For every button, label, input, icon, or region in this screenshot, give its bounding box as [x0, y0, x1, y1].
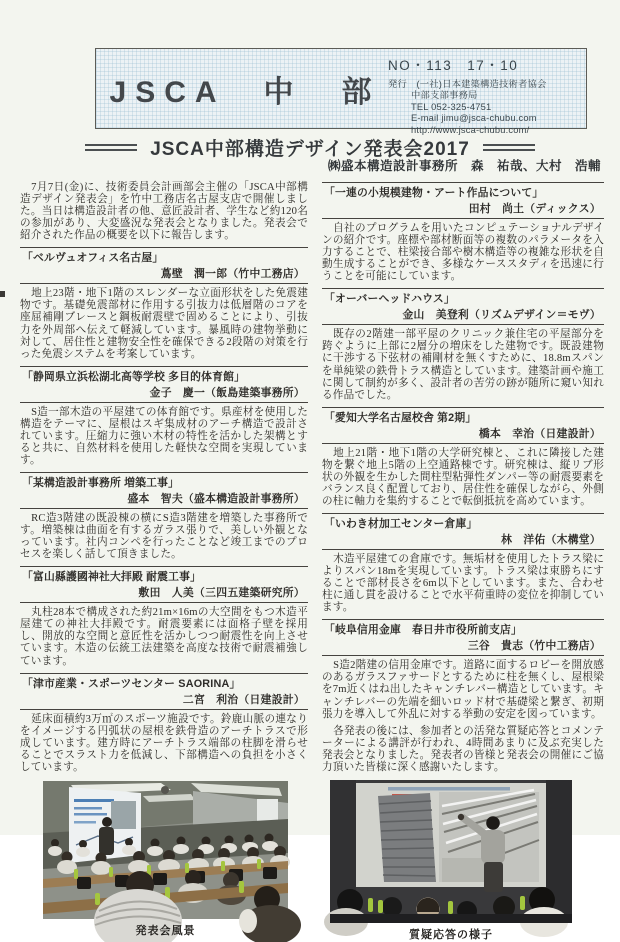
entry-body: S造2階建の信用金庫です。道路に面するロビーを開放感のあるガラスファサードとするために柱を無くし、屋根梁を7m近くはね出したキャンチレバー構造としています。キャンチレバーの先端を細いロッド材で基礎梁と繋ぎ、初期張力を導入して外乱に対する挙動の安定を図っています。 — [322, 660, 604, 720]
photo-caption-right: 質疑応答の様子 — [409, 928, 493, 941]
entry-heading — [20, 566, 308, 603]
entry-body: 地上21階・地下1階の大学研究棟と、これに隣接した建物を繋ぐ地上5階の上空通路棟です。研究棟は、縦リブ形状の外観を生かした間柱型粘弾性ダンパー等の耐震要素をバランス良く配置しており、居住性を確保しながら、外側の柱に軸力を集約することで転倒抵抗を高めています。 — [322, 447, 604, 507]
entry-body: 丸柱28本で構成された約21m×16mの大空間をもつ木造平屋建ての神社大拝殿です。耐震要素には面格子壁を採用し、開放的な空間と意匠性を活かしつつ耐震性を向上させています。木造の伝統工法建築を高度な技術で耐震補強しています。 — [20, 607, 308, 667]
entry-author: 盛本 智夫（盛本構造設計事務所） — [127, 493, 305, 505]
byline: ㈱盛本構造設計事務所 森 祐哉、大村 浩輔 — [327, 159, 601, 173]
masthead-info — [388, 49, 586, 135]
masthead-box — [95, 48, 587, 135]
tel-line: TEL 052-325-4751 — [411, 101, 492, 112]
url-line: http://www.jsca-chubu.com/ — [411, 124, 530, 135]
entry-author: 二宮 利治（日建設計） — [182, 693, 305, 706]
entry-author: 蔦壁 潤一郎（竹中工務店） — [160, 268, 305, 281]
email-line: E-mail jimu@jsca-chubu.com — [411, 113, 537, 124]
office-line: 中部支部事務局 — [411, 90, 478, 100]
entry-title: 「岐阜信用金庫 春日井市役所前支店」 — [324, 624, 522, 637]
entry-title: 「一連の小規模建物・アート作品について」 — [324, 187, 544, 199]
scan-artifact — [0, 291, 5, 297]
entry-author: 敷田 人美（三四五建築研究所） — [138, 587, 305, 600]
entry-heading — [322, 407, 604, 444]
issue-number: NO・113 17・10 — [388, 58, 519, 73]
entry-title: 「某構造設計事務所 増築工事」 — [22, 477, 180, 489]
right-column — [322, 177, 604, 942]
page-title: JSCA中部構造デザイン発表会2017 — [150, 139, 470, 160]
audience-photo-block — [43, 781, 288, 938]
jsca-chubu-logo: JSCA 中 部 — [109, 75, 381, 109]
intro-paragraph: 7月7日(金)に、技術委員会計画部会主催の「JSCA中部構造デザイン発表会」を竹中工務店名古屋支店で開催しました。当日は構造設計者の他、意匠設計者、学生など約120名の参加があり、大変盛況な発表会となりました。発表会で紹介された作品の概要を以下に報告します。 — [20, 182, 308, 242]
left-column — [20, 177, 308, 942]
entry-author: 橋本 幸治（日建設計） — [478, 427, 601, 440]
entry-heading — [322, 288, 604, 325]
entry-author: 金子 慶一（飯島建築事務所） — [149, 386, 305, 399]
entry-title: 「静岡県立浜松湖北高等学校 多目的体育館」 — [22, 370, 246, 383]
left-section-list — [20, 247, 308, 774]
qa-photo — [330, 780, 572, 923]
photo-caption-left: 発表会風景 — [135, 924, 196, 937]
entry-title: 「富山縣護國神社大拝殿 耐震工事」 — [22, 571, 202, 584]
presentation-entry — [20, 566, 308, 667]
entry-author: 三谷 貴志（竹中工務店） — [467, 640, 601, 653]
presentation-entry — [322, 513, 604, 614]
entry-heading — [20, 366, 308, 403]
entry-title: 「いわき材加工センター倉庫」 — [324, 518, 478, 530]
publisher-line: 発行 (一社)日本建築構造技術者協会 — [388, 79, 547, 89]
closing-paragraph: 各発表の後には、参加者との活発な質疑応答とコメンテーターによる講評が行われ、4時間あまりに及ぶ充実した発表会となりました。発表者の皆様と発表会の開催にご協力頂いた皆様に深く感謝いたします。 — [322, 725, 604, 773]
entry-body: S造一部木造の平屋建ての体育館です。県産材を使用した構造をテーマに、屋根はスギ集成材のアーチ構造で設計されています。圧縮力に強い木材の特性を活かした架構とすると共に、自然材料を使用した軽快な空間を実現しています。 — [20, 406, 308, 466]
article-columns — [20, 177, 604, 942]
presentation-entry — [20, 366, 308, 467]
presentation-entry — [20, 673, 308, 774]
entry-title: 「ベルヴュオフィス名古屋」 — [22, 252, 164, 265]
entry-author: 林 洋佑（木構堂） — [501, 534, 601, 546]
entry-body: RC造3階建の既設棟の横にS造3階建を増築した事務所です。増築棟は曲面を有するガラス張りで、美しい外観となっています。社内コンペを行ったことなど竣工までのプロセスを楽しく話して頂きました。 — [20, 513, 308, 561]
presentation-entry — [20, 247, 308, 360]
presentation-entry — [20, 472, 308, 561]
entry-title: 「津市産業・スポーツセンター SAORINA」 — [22, 677, 241, 690]
entry-heading — [322, 182, 604, 219]
right-section-list — [322, 182, 604, 721]
presentation-entry — [322, 288, 604, 401]
entry-body: 自社のプログラムを用いたコンピュテーショナルデザインの紹介です。座標や部材断面等の複数のパラメータを入力することで、柱梁接合部や樹木構造等の複雑な形状を自動生成することができ、多様なケーススタディを迅速に行うことを可能にしています。 — [322, 223, 604, 283]
projection-screen — [356, 783, 546, 887]
entry-title: 「オーバーヘッドハウス」 — [324, 293, 455, 306]
entry-title: 「愛知大学名古屋校舎 第2期」 — [324, 411, 477, 424]
entry-heading — [20, 472, 308, 509]
entry-heading — [20, 673, 308, 710]
presentation-entry — [322, 619, 604, 720]
entry-body: 地上23階・地下1階のスレンダーな立面形状をした免震建物です。基礎免震部材に作用する引抜力は低層階のコアを座屈補剛ブレースと鋼板耐震壁で固めることにより、引抜力を外周部へ伝えて軽減しています。暴風時の建物挙動に対して、居住性と建物安全性を確保できる2段階の対策を行った免震システムを考案しています。 — [20, 288, 308, 360]
audience-photo — [43, 781, 288, 919]
presentation-entry — [322, 182, 604, 283]
presentation-entry — [322, 407, 604, 508]
table-edge — [330, 914, 572, 923]
entry-heading — [322, 619, 604, 656]
double-rule-right — [483, 144, 535, 151]
entry-heading — [20, 247, 308, 284]
entry-body: 木造平屋建ての倉庫です。無垢材を使用したトラス梁によりスパン18mを実現しています。トラス梁は束勝ちにすることで部材長さを6m以下としています。また、合わせ柱に通し貫を設けることで水平荷重時の変位を抑制しています。 — [322, 554, 604, 614]
entry-author: 田村 尚土（ディックス） — [468, 203, 601, 215]
entry-author: 金山 美登利（リズムデザイン＝モヴ） — [402, 309, 601, 322]
entry-heading — [322, 513, 604, 550]
qa-photo-block — [330, 780, 572, 942]
double-rule-left — [85, 144, 137, 151]
entry-body: 延床面積約3万㎡のスポーツ施設です。鈴鹿山脈の連なりをイメージする円弧状の屋根を鉄骨造のアーチトラスで形成しています。建方時にアーチトラス端部の柱脚を滑らせることでスラスト力を低減し、下部構造への負担を小さくしています。 — [20, 713, 308, 773]
entry-body: 既存の2階建一部平屋のクリニック兼住宅の平屋部分を跨ぐように上部に2層分の増床をした建物です。既設建物に干渉する下弦材の補剛材を無くすために、18.8mスパンを単純梁の鉄骨トラス構造としています。建築計画や施工に関して制約が多く、設計者の苦労の跡が随所に窺い知れる作品でした。 — [322, 329, 604, 401]
